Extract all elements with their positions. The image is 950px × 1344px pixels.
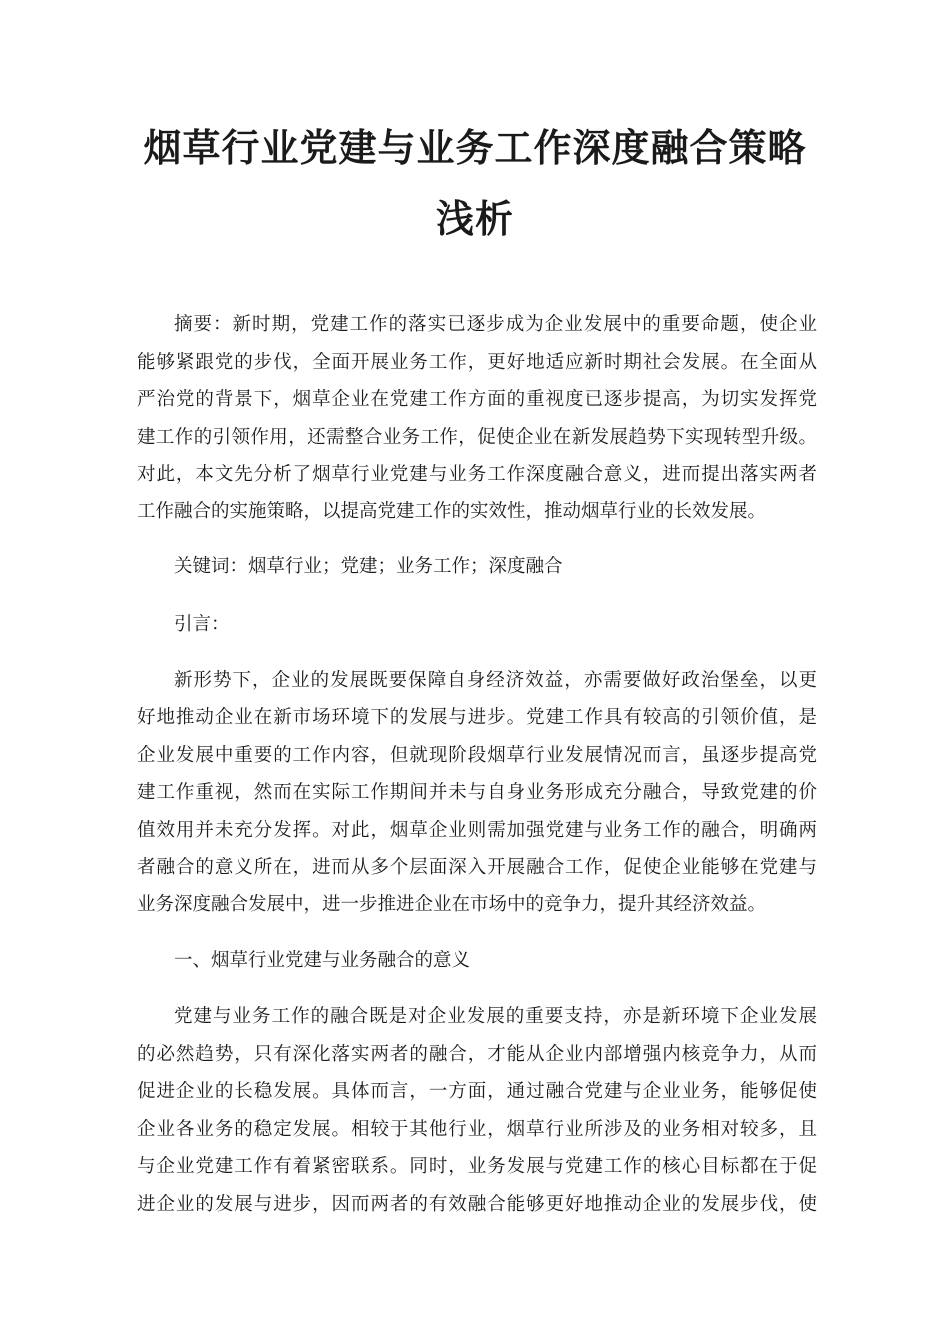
abstract-line: 摘要：新时期，党建工作的落实已逐步成为企业发展中的重要命题，使企业 — [174, 314, 817, 335]
section-heading: 一、烟草行业党建与业务融合的意义 — [174, 950, 471, 971]
abstract-line: 严治党的背景下，烟草企业在党建工作方面的重视度已逐步提高，为切实发挥党 — [137, 389, 817, 410]
title-line-2: 浅析 — [435, 197, 514, 241]
section-line: 与企业党建工作有着紧密联系。同时，业务发展与党建工作的核心目标都在于促 — [137, 1156, 817, 1177]
keywords: 关键词：烟草行业；党建；业务工作；深度融合 — [174, 556, 563, 577]
section-line: 进企业的发展与进步，因而两者的有效融合能够更好地推动企业的发展步伐，使 — [137, 1194, 817, 1215]
abstract-line: 工作融合的实施策略，以提高党建工作的实效性，推动烟草行业的长效发展。 — [137, 501, 767, 522]
intro-line: 建工作重视，然而在实际工作期间并未与自身业务形成充分融合，导致党建的价 — [137, 782, 817, 803]
intro-line: 新形势下，企业的发展既要保障自身经济效益，亦需要做好政治堡垒，以更 — [174, 670, 817, 691]
intro-line: 者融合的意义所在，进而从多个层面深入开展融合工作，促使企业能够在党建与 — [137, 857, 817, 878]
abstract-line: 对此，本文先分析了烟草行业党建与业务工作深度融合意义，进而提出落实两者 — [137, 464, 817, 485]
intro-line: 企业发展中重要的工作内容，但就现阶段烟草行业发展情况而言，虽逐步提高党 — [137, 745, 817, 766]
title-line-1: 烟草行业党建与业务工作深度融合策略 — [143, 126, 807, 170]
section-line: 的必然趋势，只有深化落实两者的融合，才能从企业内部增强内核竞争力，从而 — [137, 1044, 817, 1065]
abstract-line: 能够紧跟党的步伐，全面开展业务工作，更好地适应新时期社会发展。在全面从 — [137, 352, 817, 373]
intro-line: 业务深度融合发展中，进一步推进企业在市场中的竞争力，提升其经济效益。 — [137, 894, 767, 915]
intro-label: 引言： — [174, 614, 230, 635]
section-line: 促进企业的长稳发展。具体而言，一方面，通过融合党建与企业业务，能够促使 — [137, 1081, 817, 1102]
intro-line: 好地推动企业在新市场环境下的发展与进步。党建工作具有较高的引领价值，是 — [137, 707, 817, 728]
intro-line: 值效用并未充分发挥。对此，烟草企业则需加强党建与业务工作的融合，明确两 — [137, 820, 817, 841]
section-line: 企业各业务的稳定发展。相较于其他行业，烟草行业所涉及的业务相对较多，且 — [137, 1119, 817, 1140]
abstract-line: 建工作的引领作用，还需整合业务工作，促使企业在新发展趋势下实现转型升级。 — [137, 427, 817, 448]
section-line: 党建与业务工作的融合既是对企业发展的重要支持，亦是新环境下企业发展 — [174, 1006, 817, 1027]
